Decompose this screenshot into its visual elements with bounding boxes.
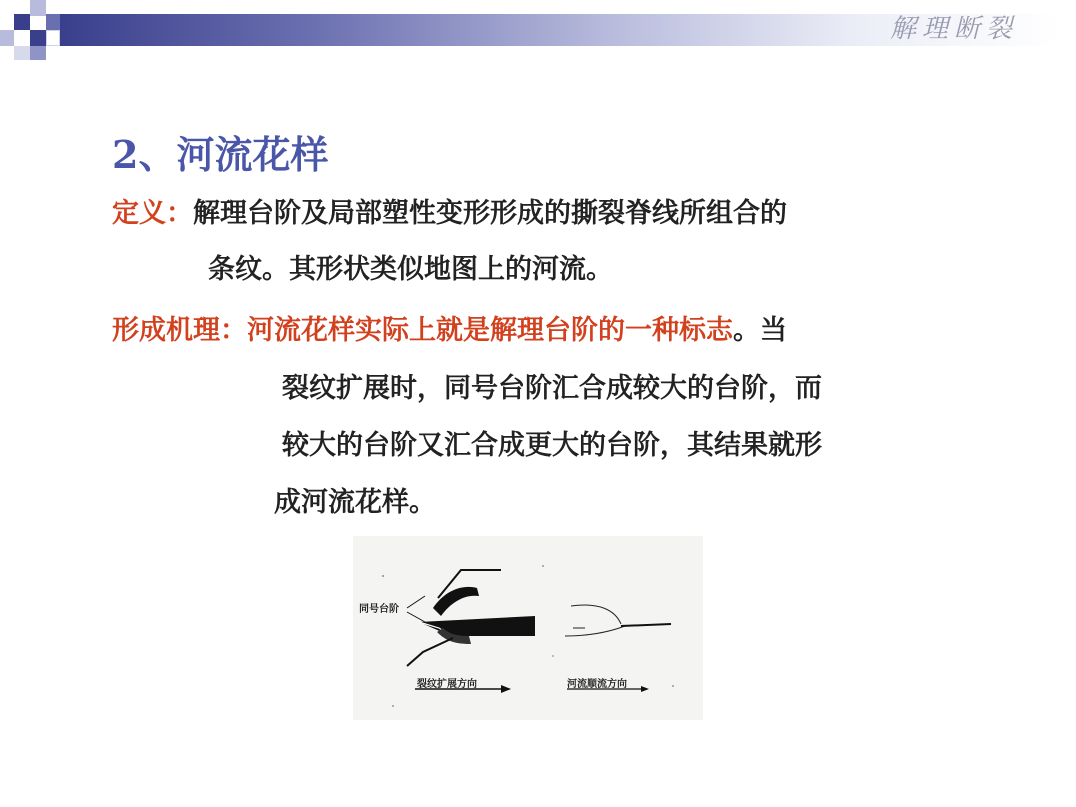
decor-square bbox=[14, 46, 30, 60]
decor-square bbox=[46, 30, 60, 46]
decor-square bbox=[0, 30, 14, 46]
mechanism-line4: 成河流花样。 bbox=[274, 487, 436, 518]
definition-paragraph bbox=[112, 186, 787, 242]
header-title: 解理断裂 bbox=[889, 14, 1018, 44]
label-river-direction: 河流顺流方向 bbox=[567, 679, 627, 690]
figure-speckle bbox=[382, 575, 384, 577]
figure-speckle bbox=[542, 565, 544, 567]
figure-lower-line bbox=[407, 638, 453, 666]
river-pattern-drawing bbox=[353, 536, 703, 720]
header-band bbox=[0, 0, 1076, 66]
decor-square bbox=[46, 14, 60, 30]
definition-line1: 解理台阶及局部塑性变形形成的撕裂脊线所组合的 bbox=[193, 198, 787, 229]
definition-label: 定义： bbox=[112, 198, 193, 229]
figure-river-arrowhead bbox=[641, 686, 649, 692]
label-same-step: 同号台阶 bbox=[359, 604, 399, 615]
figure-speckle bbox=[552, 655, 554, 657]
mechanism-line1-tail: 。当 bbox=[733, 315, 787, 346]
figure-crack-body bbox=[419, 616, 535, 636]
figure-step-band-upper bbox=[433, 587, 479, 616]
figure-speckle bbox=[672, 685, 674, 687]
figure-crack-arrowhead bbox=[501, 685, 511, 693]
decor-square bbox=[30, 46, 46, 60]
figure-river-main bbox=[621, 624, 671, 626]
label-crack-direction: 裂纹扩展方向 bbox=[417, 679, 477, 690]
decor-square bbox=[30, 0, 46, 16]
definition-line2: 条纹。其形状类似地图上的河流。 bbox=[208, 254, 613, 285]
decor-square bbox=[30, 30, 46, 46]
mechanism-label: 形成机理： bbox=[112, 315, 247, 346]
figure-speckle bbox=[392, 705, 394, 707]
river-pattern-figure bbox=[353, 536, 703, 720]
mechanism-highlight: 河流花样实际上就是解理台阶的一种标志 bbox=[247, 315, 733, 346]
figure-river-curve-upper bbox=[571, 605, 621, 624]
mechanism-line2: 裂纹扩展时，同号台阶汇合成较大的台阶，而 bbox=[282, 373, 822, 404]
figure-pointer-line bbox=[407, 596, 425, 608]
slide-title: 2、河流花样 bbox=[112, 132, 329, 177]
figure-pointer-line bbox=[407, 612, 425, 622]
mechanism-paragraph bbox=[112, 303, 787, 359]
mechanism-line3: 较大的台阶又汇合成更大的台阶，其结果就形 bbox=[282, 430, 822, 461]
decor-square bbox=[14, 14, 30, 30]
